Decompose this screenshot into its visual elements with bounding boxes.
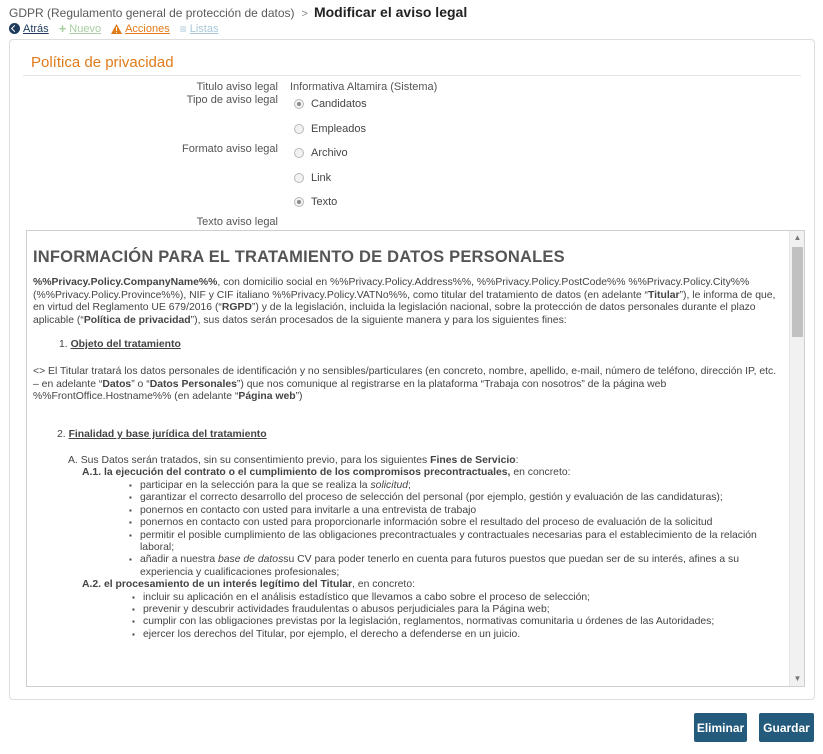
privacy-policy-panel <box>9 39 815 700</box>
radio-archivo[interactable] <box>294 147 348 159</box>
a1-item-2 <box>140 492 783 504</box>
actions-button[interactable] <box>111 21 170 36</box>
radio-archivo-dot[interactable] <box>294 148 304 158</box>
breadcrumb <box>9 4 467 20</box>
radio-link-dot[interactable] <box>294 173 304 183</box>
a1-item-6-after: su CV para poder tenerlo en cuenta para futuros puestos que puedan ser de su interés, afines a su experiencia y cualificaciones profesionales; <box>140 554 740 578</box>
a1-item-6-em: base de datos <box>217 554 284 566</box>
radio-empleados[interactable] <box>294 123 366 135</box>
actions-label: Acciones <box>125 22 170 35</box>
a1-item-1-em: solicitud <box>370 479 409 491</box>
a2-item-3: ▪ cumplir con las obligaciones previstas por la legislación, reglamentos, normativas comunitaria u órdenes de las Autoridades; <box>143 616 783 628</box>
s1-text-2: ” o “ <box>131 378 150 390</box>
radio-texto-label: Texto <box>311 196 338 208</box>
intro-paragraph <box>33 277 783 327</box>
titular-term: Titular <box>648 289 680 301</box>
company-name: %%Privacy.Policy.CompanyName%% <box>33 277 218 289</box>
a1-item-5 <box>140 530 783 555</box>
section-2-heading <box>57 429 783 441</box>
s1-datos-personales: Datos Personales <box>149 378 237 390</box>
s1-datos: Datos <box>102 378 132 390</box>
a1-item-5-text: permitir el posible cumplimiento de las obligaciones precontractuales y contractuales necesarias para el establecimiento de la relación laboral; <box>140 529 757 553</box>
a2-tail: , en concreto: <box>352 579 415 591</box>
new-label: Nuevo <box>69 22 102 35</box>
s1-text-1: <> El Titular tratará los datos personales de identificación y no sensibles/particulares (en concreto, nombre, apellido, e-mail, número de teléfono, dirección IP, etc. – en adelante “ <box>33 366 777 390</box>
a1-item-1 <box>140 480 783 492</box>
save-button[interactable]: Guardar <box>759 713 814 742</box>
a1-item-4-text: ponernos en contacto con usted para proporcionarle información sobre el resultado del proceso de evaluación de la solicitud <box>140 517 713 529</box>
a1-item-4 <box>140 517 783 529</box>
a1-item-6-text: añadir a nuestra <box>140 554 218 566</box>
scroll-up-icon[interactable]: ▲ <box>793 233 802 242</box>
plus-icon: + <box>58 21 67 36</box>
a2-head: A.2. el procesamiento de un interés legítimo del Titular <box>82 579 353 591</box>
a2-item-4: ▪ ejercer los derechos del Titular, por ejemplo, el derecho a defenderse en un juicio. <box>143 629 783 641</box>
format-label: Formato aviso legal <box>182 143 278 155</box>
a-prefix: A. Sus Datos serán tratados, sin su consentimiento previo, para los siguientes <box>68 455 431 467</box>
radio-candidatos-dot[interactable] <box>294 99 304 109</box>
a1-item-6 <box>140 554 783 579</box>
text-label: Texto aviso legal <box>196 216 278 228</box>
scroll-down-icon[interactable]: ▼ <box>793 674 802 683</box>
a1-list <box>140 480 783 579</box>
radio-link-label: Link <box>311 172 332 184</box>
radio-empleados-dot[interactable] <box>294 124 304 134</box>
toolbar <box>9 21 218 36</box>
a1-head: A.1. la ejecución del contrato o el cumplimiento de los compromisos precontractuales, <box>82 467 511 479</box>
breadcrumb-parent[interactable]: GDPR (Regulamento general de protección de datos) <box>9 6 295 20</box>
s1-text-3: ”) que nos comunique al registrarse en la plataforma “Trabaja con nosotros” de la página web %%FrontOffice.Hostname%% (en adelante “ <box>33 378 667 403</box>
a-fines: Fines de Servicio <box>430 455 516 467</box>
section-2-number: 2. <box>57 428 66 440</box>
s1-text-4: ”) <box>295 391 303 403</box>
document-heading: INFORMACIÓN PARA EL TRATAMIENTO DE DATOS PERSONALES <box>33 248 565 266</box>
back-label: Atrás <box>23 22 49 35</box>
rgpd-term: RGPD <box>221 302 252 314</box>
lists-label: Listas <box>189 22 219 35</box>
a1-item-1-text: participar en la selección para la que se realiza la <box>140 479 371 491</box>
back-button[interactable] <box>9 21 49 36</box>
a1-item-3 <box>140 505 783 517</box>
scroll-thumb[interactable] <box>792 247 803 337</box>
radio-archivo-label: Archivo <box>311 147 348 159</box>
section-1-heading <box>59 339 783 351</box>
list-icon: ≡ <box>179 21 187 36</box>
editor-scrollbar[interactable] <box>789 231 804 686</box>
a1-item-2-text: garantizar el correcto desarrollo del proceso de selección del personal (por ejemplo, gestión y evaluación de las candidaturas); <box>140 492 723 504</box>
type-label: Tipo de aviso legal <box>186 94 278 106</box>
a1-heading <box>82 467 783 479</box>
section-1-paragraph <box>33 366 783 403</box>
section-1-number: 1. <box>59 339 68 351</box>
policy-term: Política de privacidad <box>83 314 191 326</box>
section-title: Política de privacidad <box>31 54 174 71</box>
s1-pagina-web: Página web <box>238 391 296 403</box>
radio-candidatos[interactable] <box>294 98 367 110</box>
radio-link[interactable] <box>294 172 331 184</box>
title-value: Informativa Altamira (Sistema) <box>290 81 438 93</box>
a2-heading <box>82 579 783 591</box>
a-suffix: : <box>515 455 519 467</box>
new-button <box>59 21 101 36</box>
delete-button[interactable]: Eliminar <box>694 713 747 742</box>
section-divider <box>23 75 801 76</box>
a2-item-2: ▪ prevenir y descubrir actividades fraudulentas o abusos perjudiciales para la Página web; <box>143 604 783 616</box>
radio-empleados-label: Empleados <box>311 123 367 135</box>
section-1-title: Objeto del tratamiento <box>70 339 181 351</box>
warning-icon <box>111 24 122 34</box>
section-2-title: Finalidad y base jurídica del tratamiento <box>68 428 267 440</box>
legal-document <box>27 231 789 641</box>
intro-text-4: ”), sus datos serán procesados de la siguiente manera y para los siguientes fines: <box>190 314 567 326</box>
a2-list <box>143 592 783 642</box>
a2-item-1: ▪ incluir su aplicación en el análisis estadístico que llevamos a cabo sobre el proceso de selección; <box>143 592 783 604</box>
section-a-intro <box>68 455 783 467</box>
intro-text-1: , con domicilio social en %%Privacy.Policy.Address%%, %%Privacy.Policy.PostCode%% %%Privacy.Policy.City%% (%%Privacy.Policy.Province%%), NIF y CIF italiano %%Privacy.Policy.VATNo%%, como titular del tratamiento de datos (en adelante “ <box>33 277 750 301</box>
a1-tail: en concreto: <box>510 467 571 479</box>
title-label: Titulo aviso legal <box>196 81 278 93</box>
a1-item-3-text: ponernos en contacto con usted para invitarle a una entrevista de trabajo <box>140 504 477 516</box>
radio-texto-dot[interactable] <box>294 197 304 207</box>
back-arrow-icon <box>9 23 20 34</box>
page-title: Modificar el aviso legal <box>313 4 468 20</box>
radio-candidatos-label: Candidatos <box>311 98 367 110</box>
intro-text-2: ”), le informa de que, en virtud del Reglamento UE 679/2016 (“ <box>33 289 776 314</box>
intro-text-3: ”) y de la legislación, incluida la legislación nacional, sobre la protección de datos personales durante el plazo aplicable (“ <box>33 302 756 326</box>
radio-texto[interactable] <box>294 196 337 208</box>
a1-item-1-after: ; <box>408 479 411 491</box>
breadcrumb-separator: > <box>301 8 308 20</box>
legal-text-editor[interactable] <box>26 230 805 687</box>
lists-button <box>180 21 219 36</box>
